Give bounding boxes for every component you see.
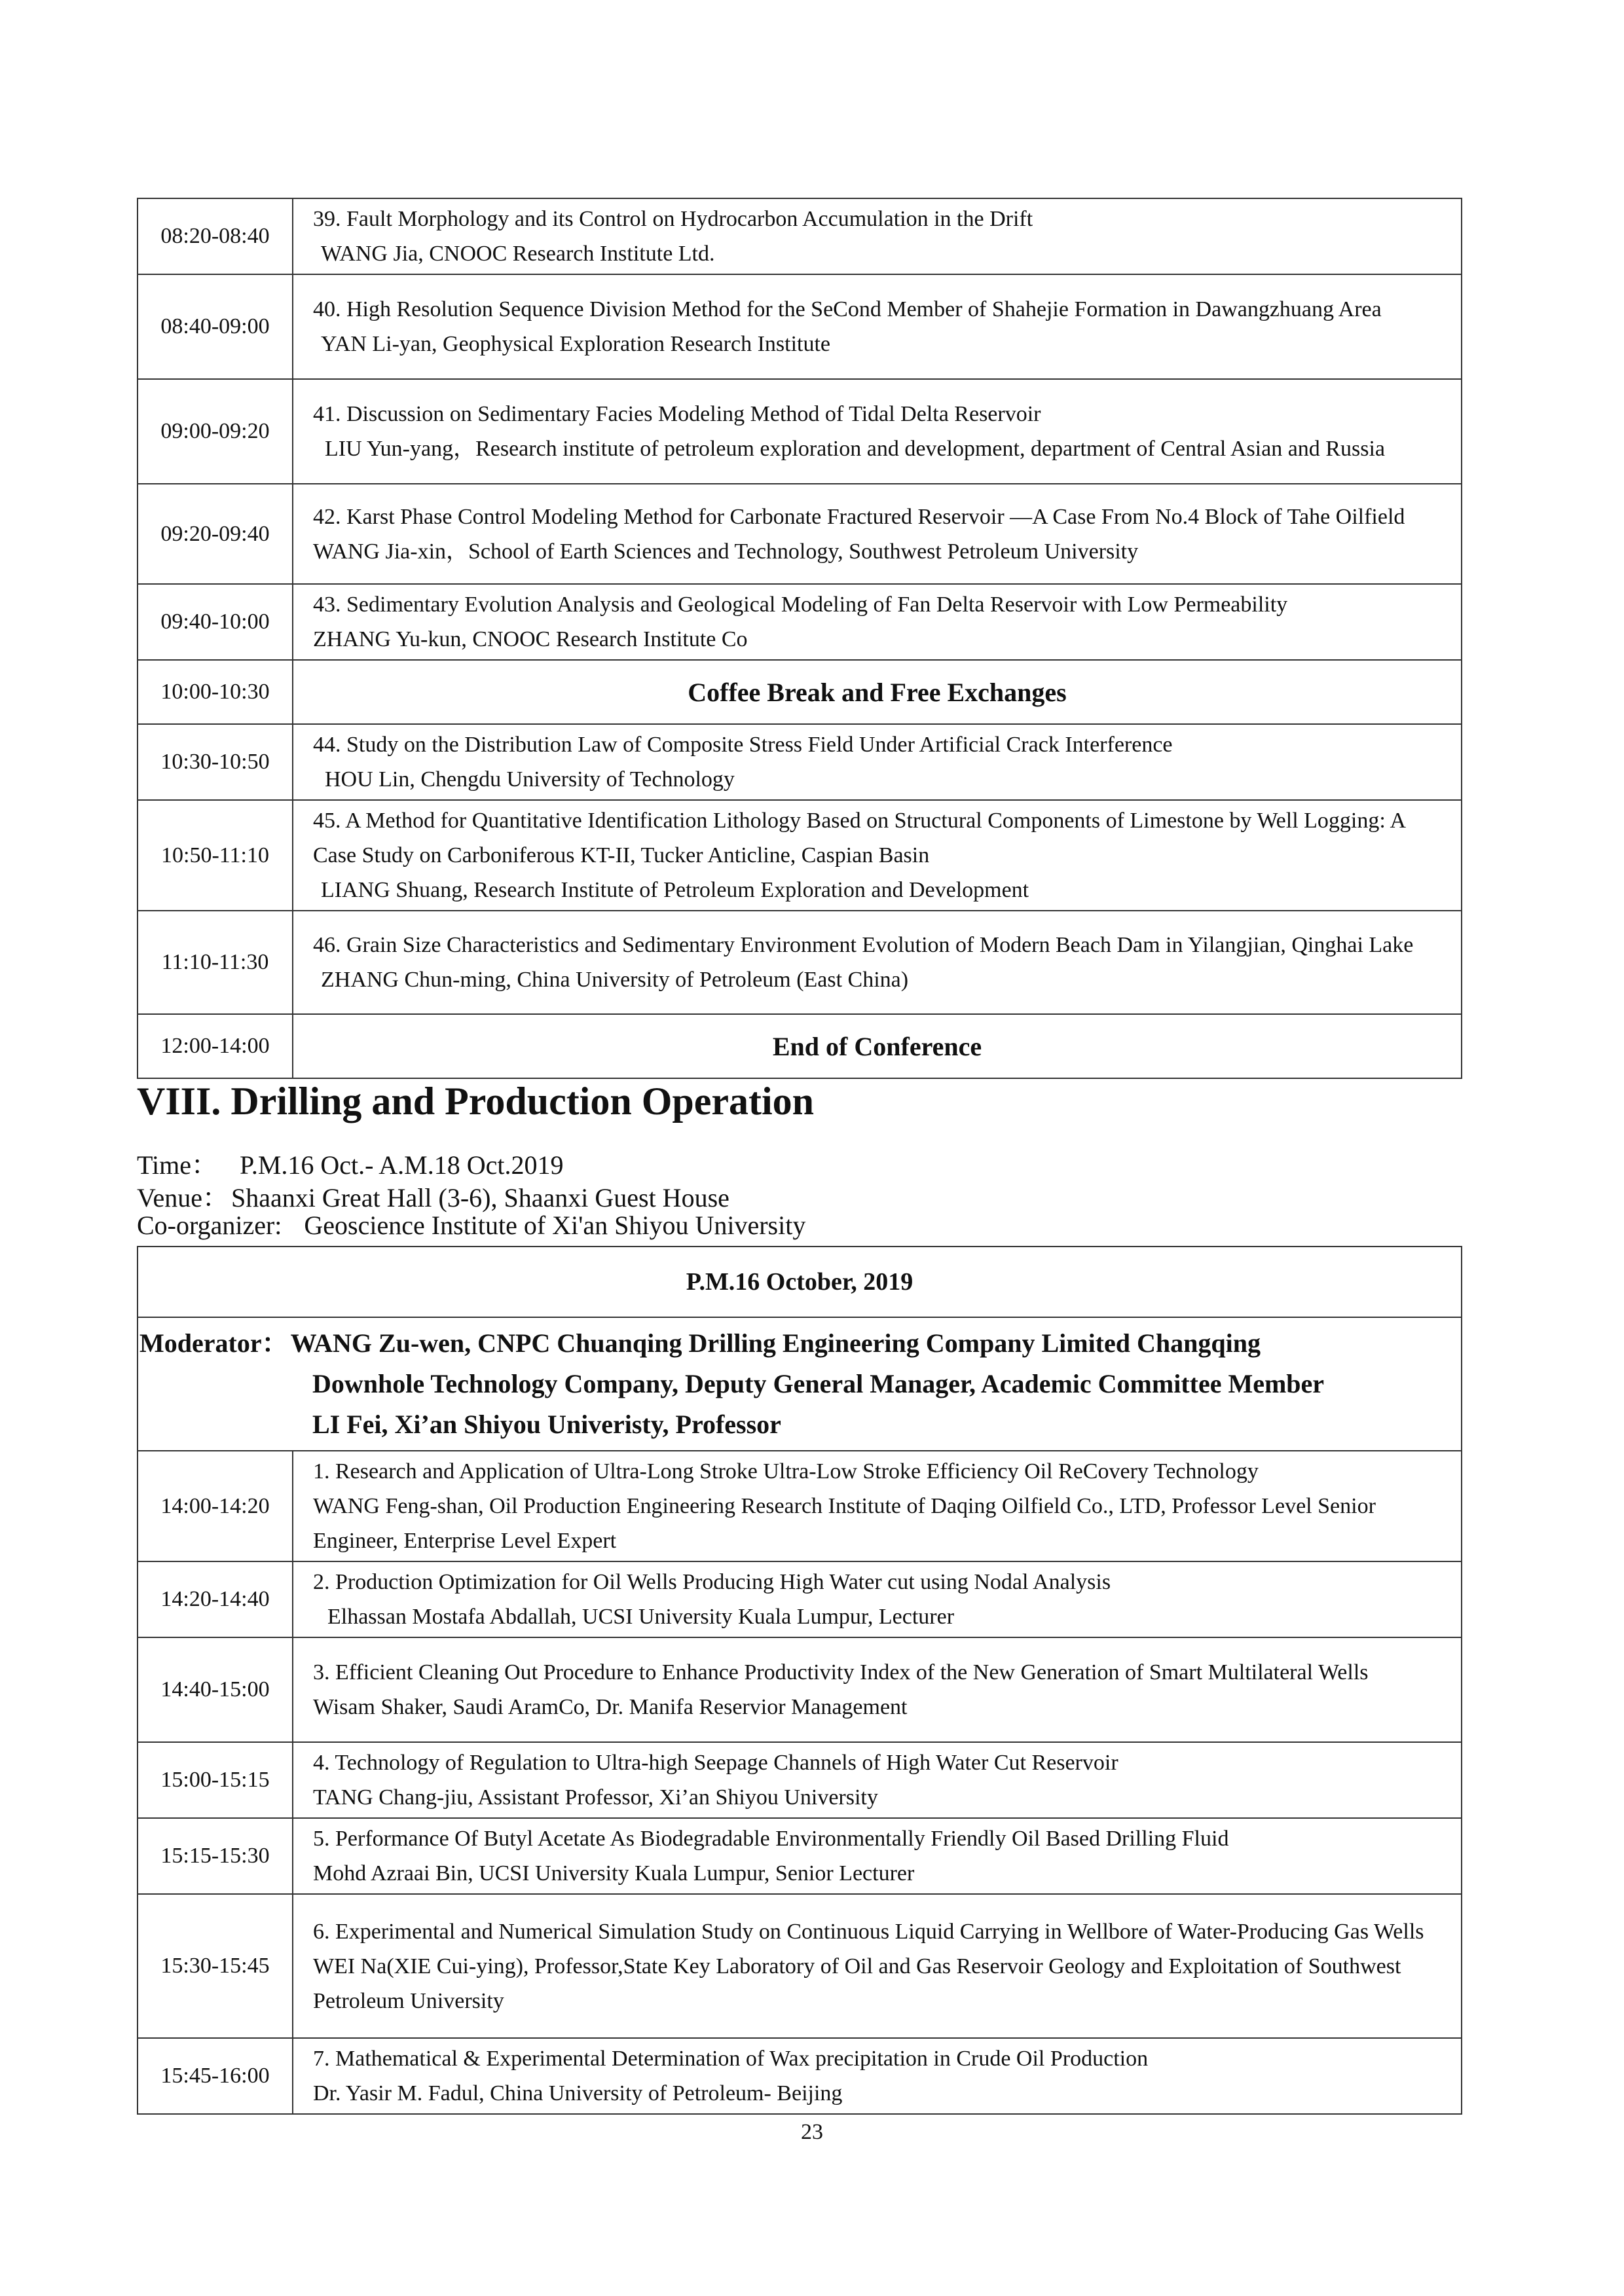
table-row [138, 198, 1462, 274]
end-of-conference-label: End of Conference [293, 1014, 1462, 1078]
talk-cell [293, 1637, 1462, 1742]
section-title: VIII. Drilling and Production Operation [137, 1080, 815, 1123]
talk-cell [293, 1561, 1462, 1637]
time-cell: 08:40-09:00 [138, 274, 293, 379]
venue-value: Shaanxi Great Hall (3-6), Shaanxi Guest House [231, 1183, 729, 1212]
talk-title: 7. Mathematical & Experimental Determination of Wax precipitation in Crude Oil Production [313, 2047, 1149, 2071]
talk-title: 41. Discussion on Sedimentary Facies Modeling Method of Tidal Delta Reservoir [313, 402, 1041, 426]
moderator-label: Moderator： [139, 1328, 288, 1358]
time-cell: 10:50-11:10 [138, 800, 293, 911]
time-cell: 15:30-15:45 [138, 1894, 293, 2038]
talk-author: YAN Li-yan, Geophysical Exploration Research Institute [321, 332, 831, 356]
talk-cell [293, 800, 1462, 911]
time-cell: 12:00-14:00 [138, 1014, 293, 1078]
session-date-header: P.M.16 October, 2019 [138, 1247, 1462, 1317]
talk-cell [293, 379, 1462, 484]
table-row-break [138, 660, 1462, 724]
section-time [137, 1144, 563, 1182]
talk-cell [293, 274, 1462, 379]
time-cell: 09:00-09:20 [138, 379, 293, 484]
talk-title: 40. High Resolution Sequence Division Method for the SeCond Member of Shahejie Formation in Dawangzhuang Area [313, 297, 1382, 321]
table-row [138, 1637, 1462, 1742]
talk-author: WANG Jia, CNOOC Research Institute Ltd. [321, 242, 715, 266]
time-label: Time： [137, 1150, 218, 1180]
time-cell: 11:10-11:30 [138, 911, 293, 1014]
talk-title: 6. Experimental and Numerical Simulation Study on Continuous Liquid Carrying in Wellbore of Water-Producing Gas Wells [313, 1919, 1424, 1944]
table-row [138, 724, 1462, 800]
moderator-cell [138, 1317, 1462, 1451]
moderator-line-2: Downhole Technology Company, Deputy General Manager, Academic Committee Member [312, 1369, 1325, 1398]
talk-author: ZHANG Chun-ming, China University of Petroleum (East China) [321, 968, 909, 992]
table-row [138, 379, 1462, 484]
time-cell: 15:45-16:00 [138, 2038, 293, 2114]
talk-title: 1. Research and Application of Ultra-Long Stroke Ultra-Low Stroke Efficiency Oil ReCovery Technology [313, 1459, 1259, 1484]
section-venue [137, 1177, 729, 1214]
talk-author: WANG Jia-xin，School of Earth Sciences and Technology, Southwest Petroleum University [313, 539, 1139, 564]
time-cell: 08:20-08:40 [138, 198, 293, 274]
talk-cell [293, 724, 1462, 800]
talk-cell [293, 1818, 1462, 1894]
table-row [138, 1561, 1462, 1637]
talk-title: 3. Efficient Cleaning Out Procedure to Enhance Productivity Index of the New Generation of Smart Multilateral Wells [313, 1660, 1369, 1685]
talk-author: WEI Na(XIE Cui-ying), Professor,State Key Laboratory of Oil and Gas Reservoir Geology and Exploitation of Southwest Petroleum University [313, 1954, 1401, 2013]
table-row [138, 274, 1462, 379]
talk-title: 45. A Method for Quantitative Identification Lithology Based on Structural Components of Limestone by Well Logging: A Case Study on Carboniferous KT-II, Tucker Anticline, Caspian Basin [313, 809, 1405, 867]
table-row [138, 800, 1462, 911]
time-cell: 15:00-15:15 [138, 1742, 293, 1818]
talk-title: 2. Production Optimization for Oil Wells Producing High Water cut using Nodal Analysis [313, 1570, 1111, 1594]
talk-cell [293, 2038, 1462, 2114]
time-cell: 09:20-09:40 [138, 484, 293, 584]
talk-author: ZHANG Yu-kun, CNOOC Research Institute Co [313, 627, 748, 651]
talk-cell [293, 1742, 1462, 1818]
talk-cell [293, 1451, 1462, 1561]
table-row [138, 1451, 1462, 1561]
talk-author: Mohd Azraai Bin, UCSI University Kuala Lumpur, Senior Lecturer [313, 1861, 915, 1886]
talk-cell [293, 484, 1462, 584]
page-number: 23 [801, 2120, 823, 2144]
talk-cell [293, 1894, 1462, 2038]
table-row [138, 484, 1462, 584]
time-value: P.M.16 Oct.- A.M.18 Oct.2019 [240, 1150, 564, 1180]
talk-author: TANG Chang-jiu, Assistant Professor, Xi’an Shiyou University [313, 1785, 878, 1810]
talk-title: 42. Karst Phase Control Modeling Method for Carbonate Fractured Reservoir —A Case From No.4 Block of Tahe Oilfield [313, 504, 1405, 529]
venue-label: Venue： [137, 1183, 229, 1212]
time-cell: 10:00-10:30 [138, 660, 293, 724]
table-row-break [138, 1014, 1462, 1078]
coffee-break-label: Coffee Break and Free Exchanges [293, 660, 1462, 724]
coorganizer-label: Co-organizer: [137, 1211, 282, 1240]
talk-author: Elhassan Mostafa Abdallah, UCSI University Kuala Lumpur, Lecturer [327, 1605, 955, 1629]
talk-author: LIU Yun-yang，Research institute of petroleum exploration and development, department of Central Asian and Russia [325, 437, 1385, 461]
time-cell: 14:40-15:00 [138, 1637, 293, 1742]
schedule-table-morning [137, 198, 1462, 1079]
table-row [138, 911, 1462, 1014]
talk-title: 43. Sedimentary Evolution Analysis and Geological Modeling of Fan Delta Reservoir with Low Permeability [313, 592, 1288, 617]
talk-title: 46. Grain Size Characteristics and Sedimentary Environment Evolution of Modern Beach Dam in Yilangjian, Qinghai Lake [313, 933, 1414, 957]
talk-author: Wisam Shaker, Saudi AramCo, Dr. Manifa Reservior Management [313, 1695, 908, 1719]
moderator-row [138, 1317, 1462, 1451]
talk-cell [293, 911, 1462, 1014]
coorganizer-value: Geoscience Institute of Xi'an Shiyou University [304, 1211, 806, 1240]
moderator-line-1 [139, 1323, 1461, 1364]
time-cell: 09:40-10:00 [138, 584, 293, 660]
talk-cell [293, 198, 1462, 274]
table-row [138, 1742, 1462, 1818]
table-row [138, 1894, 1462, 2038]
talk-author: LIANG Shuang, Research Institute of Petroleum Exploration and Development [321, 878, 1029, 902]
talk-author: HOU Lin, Chengdu University of Technology [325, 767, 735, 792]
section-coorganizer [137, 1210, 805, 1241]
moderator-name-1: WANG Zu-wen, CNPC Chuanqing Drilling Engineering Company Limited Changqing [290, 1328, 1261, 1358]
table-row [138, 1818, 1462, 1894]
schedule-table-afternoon [137, 1246, 1462, 2115]
time-cell: 14:00-14:20 [138, 1451, 293, 1561]
talk-title: 39. Fault Morphology and its Control on Hydrocarbon Accumulation in the Drift [313, 207, 1033, 231]
talk-title: 44. Study on the Distribution Law of Composite Stress Field Under Artificial Crack Interference [313, 733, 1173, 757]
talk-title: 5. Performance Of Butyl Acetate As Biodegradable Environmentally Friendly Oil Based Drilling Fluid [313, 1827, 1229, 1851]
talk-title: 4. Technology of Regulation to Ultra-high Seepage Channels of High Water Cut Reservoir [313, 1751, 1118, 1775]
time-cell: 15:15-15:30 [138, 1818, 293, 1894]
talk-cell [293, 584, 1462, 660]
table-row [138, 584, 1462, 660]
table-row [138, 2038, 1462, 2114]
talk-author: WANG Feng-shan, Oil Production Engineering Research Institute of Daqing Oilfield Co., LTD, Professor Level Senior Engineer, Enterprise Level Expert [313, 1494, 1376, 1553]
session-header-row [138, 1247, 1462, 1317]
talk-author: Dr. Yasir M. Fadul, China University of Petroleum- Beijing [313, 2081, 843, 2105]
time-cell: 14:20-14:40 [138, 1561, 293, 1637]
time-cell: 10:30-10:50 [138, 724, 293, 800]
moderator-line-3: LI Fei, Xi’an Shiyou Univeristy, Professor [312, 1410, 781, 1439]
